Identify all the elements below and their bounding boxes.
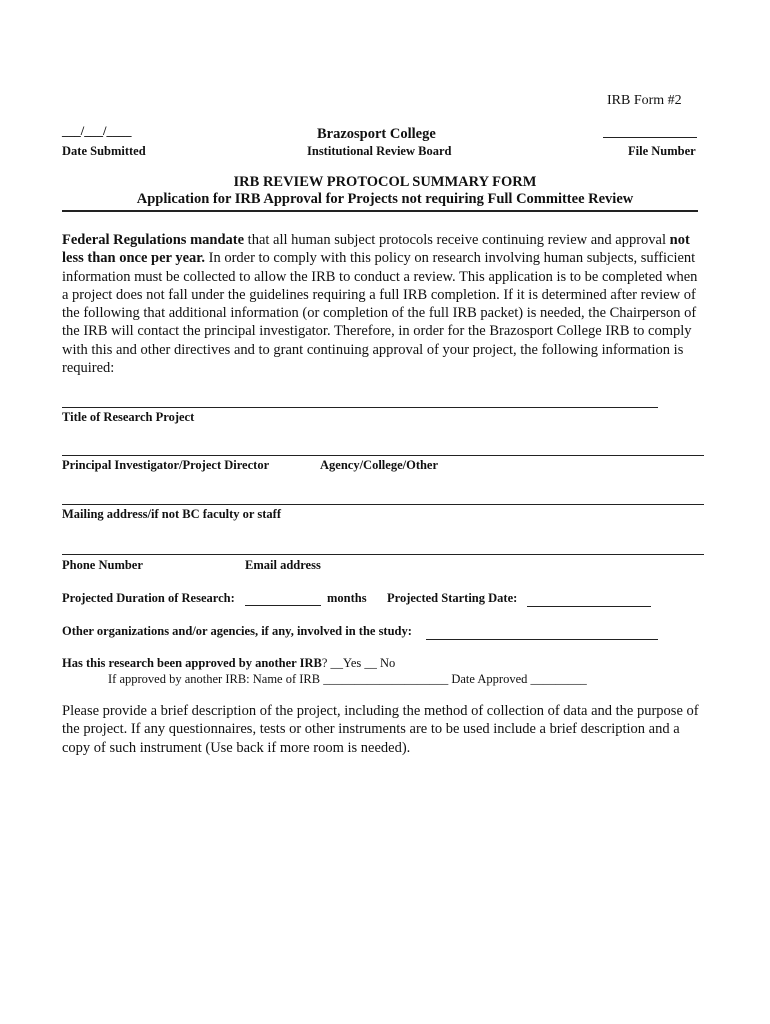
- form-subtitle: Application for IRB Approval for Projects not requiring Full Committee Review: [136, 191, 634, 207]
- pi-field-line[interactable]: [62, 455, 704, 456]
- date-blank[interactable]: ___/___/____: [62, 124, 132, 138]
- approved-question-bold: Has this research been approved by another IRB: [62, 656, 322, 670]
- email-field-label: Email address: [245, 558, 321, 572]
- title-rule: [62, 210, 698, 212]
- approved-question[interactable]: [62, 656, 395, 671]
- intro-bold-2: not less than once per year.: [62, 232, 690, 267]
- start-date-label: Projected Starting Date:: [387, 591, 518, 605]
- months-label: months: [327, 591, 367, 605]
- description-paragraph: Please provide a brief description of the project, including the method of collection of data and the purpose of the project. If any questionnaires, tests or other instruments are to be used include a brief description and a copy of such instrument (Use back if more room is needed).: [62, 703, 699, 756]
- phone-field-label: Phone Number: [62, 558, 143, 572]
- intro-bold-1: Federal Regulations mandate: [62, 232, 245, 248]
- college-name: Brazosport College: [317, 126, 436, 142]
- file-number-line[interactable]: [603, 137, 697, 138]
- mailing-field-label: Mailing address/if not BC faculty or staff: [62, 507, 281, 521]
- date-submitted-label: Date Submitted: [62, 144, 146, 158]
- pi-field-label: Principal Investigator/Project Director: [62, 458, 270, 472]
- duration-input-line[interactable]: [245, 605, 321, 606]
- start-date-input-line[interactable]: [527, 606, 651, 607]
- title-field-label: Title of Research Project: [62, 410, 195, 424]
- approved-detail[interactable]: If approved by another IRB: Name of IRB ____________________ Date Approved _________: [108, 672, 587, 686]
- intro-text-2: In order to comply with this policy on research involving human subjects, sufficient information must be collected to allow the IRB to conduct a review. This application is to be completed when a project does not fall under the guidelines requiring a full IRB completion. If it is determined after review of the following that additional information (or completion of the full IRB packet) is needed, the Chairperson of the IRB will contact the principal investigator. Therefore, in order for the Brazosport College IRB to comply with this and other directives and to grant continuing approval of your project, the following information is required:: [62, 250, 698, 377]
- phone-field-line[interactable]: [62, 554, 704, 555]
- mailing-field-line[interactable]: [62, 504, 704, 505]
- duration-label: Projected Duration of Research:: [62, 591, 235, 605]
- approved-question-options[interactable]: ? __Yes __ No: [321, 656, 396, 670]
- form-title: IRB REVIEW PROTOCOL SUMMARY FORM: [233, 174, 537, 190]
- form-number: IRB Form #2: [607, 93, 682, 108]
- agency-field-label: Agency/College/Other: [320, 458, 439, 472]
- title-field-line[interactable]: [62, 407, 658, 408]
- other-orgs-label: Other organizations and/or agencies, if any, involved in the study:: [62, 624, 412, 638]
- intro-paragraph: [62, 231, 702, 377]
- intro-text-1: that all human subject protocols receive continuing review and approval: [244, 232, 670, 248]
- file-number-label: File Number: [628, 144, 696, 158]
- other-orgs-input-line[interactable]: [426, 639, 658, 640]
- board-name: Institutional Review Board: [307, 144, 452, 158]
